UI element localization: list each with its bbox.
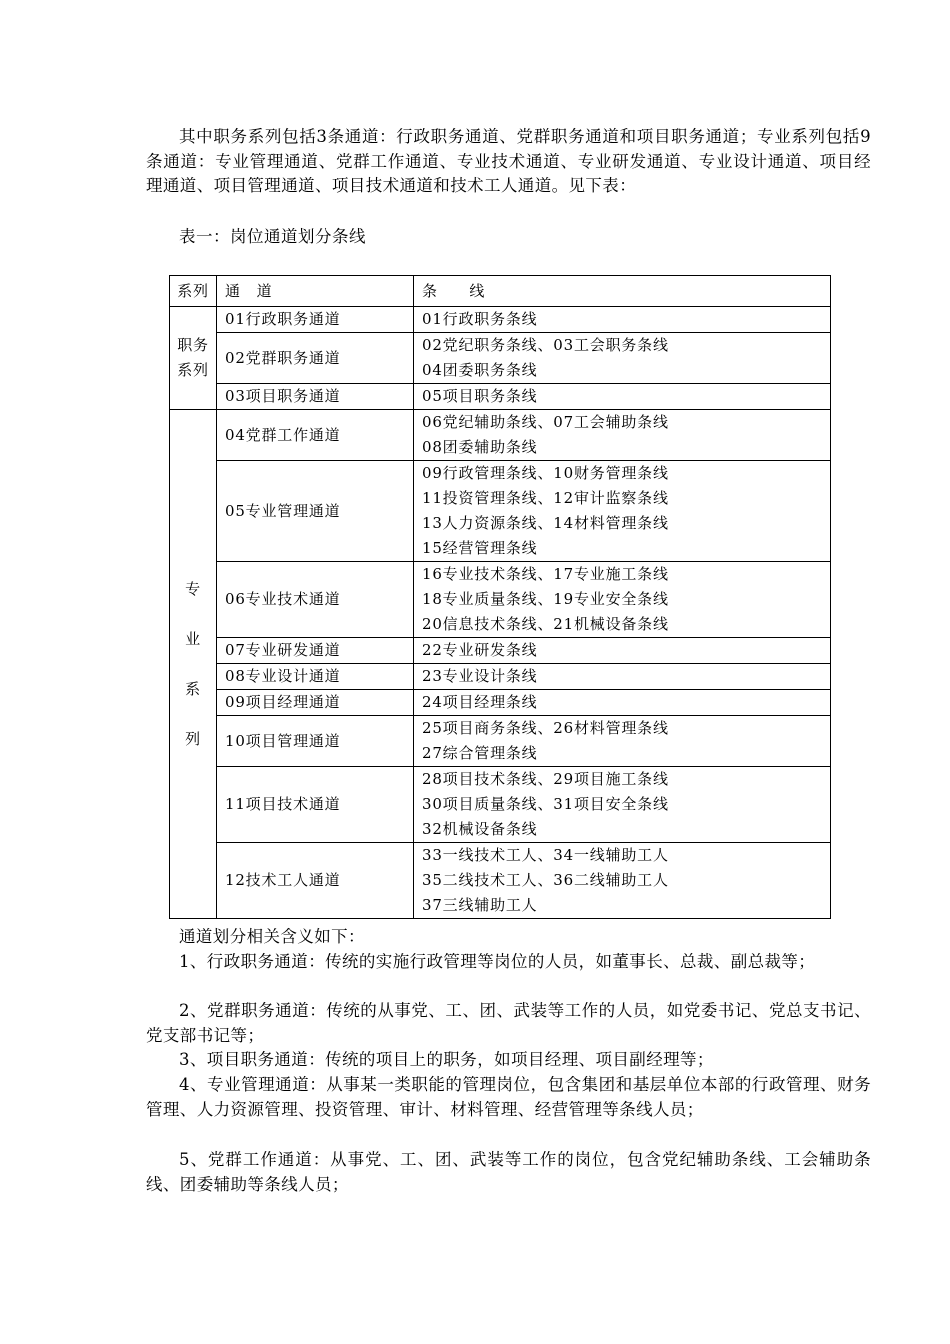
table-row [170, 690, 831, 716]
note-paragraph-1: 1、行政职务通道：传统的实施行政管理等岗位的人员，如董事长、总裁、副总裁等； [179, 952, 816, 971]
notes-intro: 通道划分相关含义如下： [179, 927, 365, 946]
lines-cell [414, 307, 831, 333]
lines-cell [414, 843, 831, 919]
lines-cell [414, 384, 831, 410]
line-item: 01行政职务条线 [422, 310, 538, 328]
line-item: 30项目质量条线、31项目安全条线 [422, 795, 669, 813]
line-item: 06党纪辅助条线、07工会辅助条线 [422, 413, 669, 431]
series-label: 系 [185, 680, 201, 698]
line-item: 28项目技术条线、29项目施工条线 [422, 770, 669, 788]
table-row [170, 333, 831, 384]
series-label: 列 [185, 730, 201, 748]
line-item: 09行政管理条线、10财务管理条线 [422, 464, 669, 482]
series-label: 职务 [177, 336, 209, 354]
note-paragraph-3: 3、项目职务通道：传统的项目上的职务，如项目经理、项目副经理等； [179, 1050, 714, 1069]
line-item: 37三线辅助工人 [422, 896, 538, 914]
line-item: 02党纪职务条线、03工会职务条线 [422, 336, 669, 354]
series-cell-professional [170, 410, 217, 919]
table-row [170, 410, 831, 461]
line-item: 08团委辅助条线 [422, 438, 538, 456]
note-paragraph-2: 2、党群职务通道：传统的从事党、工、团、武装等工作的人员，如党委书记、党总支书记、党支部书记等； [146, 1001, 871, 1045]
line-item: 35二线技术工人、36二线辅助工人 [422, 871, 669, 889]
header-channel: 通 道 [217, 276, 414, 307]
lines-cell [414, 690, 831, 716]
channel-cell: 02党群职务通道 [217, 333, 414, 384]
line-item: 18专业质量条线、19专业安全条线 [422, 590, 669, 608]
note-paragraph-5: 5、党群工作通道：从事党、工、团、武装等工作的岗位，包含党纪辅助条线、工会辅助条线、团委辅助等条线人员； [146, 1150, 871, 1194]
line-item: 05项目职务条线 [422, 387, 538, 405]
channel-cell: 06专业技术通道 [217, 562, 414, 638]
series-label: 系列 [177, 361, 209, 379]
line-item: 04团委职务条线 [422, 361, 538, 379]
table-row [170, 461, 831, 562]
table-row [170, 664, 831, 690]
channel-cell: 09项目经理通道 [217, 690, 414, 716]
header-lines: 条 线 [414, 276, 831, 307]
series-label: 专 [185, 580, 201, 598]
line-item: 27综合管理条线 [422, 744, 538, 762]
lines-cell [414, 562, 831, 638]
line-item: 15经营管理条线 [422, 539, 538, 557]
lines-cell [414, 333, 831, 384]
lines-cell [414, 410, 831, 461]
lines-cell [414, 767, 831, 843]
line-item: 23专业设计条线 [422, 667, 538, 685]
channel-cell: 11项目技术通道 [217, 767, 414, 843]
note-paragraph-4: 4、专业管理通道：从事某一类职能的管理岗位，包含集团和基层单位本部的行政管理、财务管理、人力资源管理、投资管理、审计、材料管理、经营管理等条线人员； [146, 1075, 871, 1119]
channel-cell: 08专业设计通道 [217, 664, 414, 690]
channel-cell: 12技术工人通道 [217, 843, 414, 919]
series-cell-duty [170, 307, 217, 410]
table-row [170, 767, 831, 843]
lines-cell [414, 461, 831, 562]
table-row [170, 843, 831, 919]
channel-cell: 04党群工作通道 [217, 410, 414, 461]
lines-cell [414, 638, 831, 664]
table-row [170, 638, 831, 664]
channel-table [169, 275, 831, 919]
line-item: 11投资管理条线、12审计监察条线 [422, 489, 669, 507]
channel-cell: 07专业研发通道 [217, 638, 414, 664]
line-item: 20信息技术条线、21机械设备条线 [422, 615, 669, 633]
table-caption: 表一：岗位通道划分条线 [179, 227, 366, 246]
table-row [170, 562, 831, 638]
table-header-row [170, 276, 831, 307]
line-item: 33一线技术工人、34一线辅助工人 [422, 846, 669, 864]
intro-paragraph: 其中职务系列包括3条通道：行政职务通道、党群职务通道和项目职务通道；专业系列包括9条通道：专业管理通道、党群工作通道、专业技术通道、专业研发通道、专业设计通道、项目经理通道、项目管理通道、项目技术通道和技术工人通道。见下表： [146, 127, 871, 195]
line-item: 22专业研发条线 [422, 641, 538, 659]
table-row [170, 384, 831, 410]
line-item: 16专业技术条线、17专业施工条线 [422, 565, 669, 583]
lines-cell [414, 664, 831, 690]
channel-cell: 01行政职务通道 [217, 307, 414, 333]
series-label: 业 [185, 630, 201, 648]
line-item: 13人力资源条线、14材料管理条线 [422, 514, 669, 532]
line-item: 24项目经理条线 [422, 693, 538, 711]
header-series: 系列 [170, 276, 217, 307]
table-row [170, 716, 831, 767]
channel-cell: 10项目管理通道 [217, 716, 414, 767]
table-row [170, 307, 831, 333]
channel-cell: 05专业管理通道 [217, 461, 414, 562]
lines-cell [414, 716, 831, 767]
channel-cell: 03项目职务通道 [217, 384, 414, 410]
line-item: 32机械设备条线 [422, 820, 538, 838]
line-item: 25项目商务条线、26材料管理条线 [422, 719, 669, 737]
